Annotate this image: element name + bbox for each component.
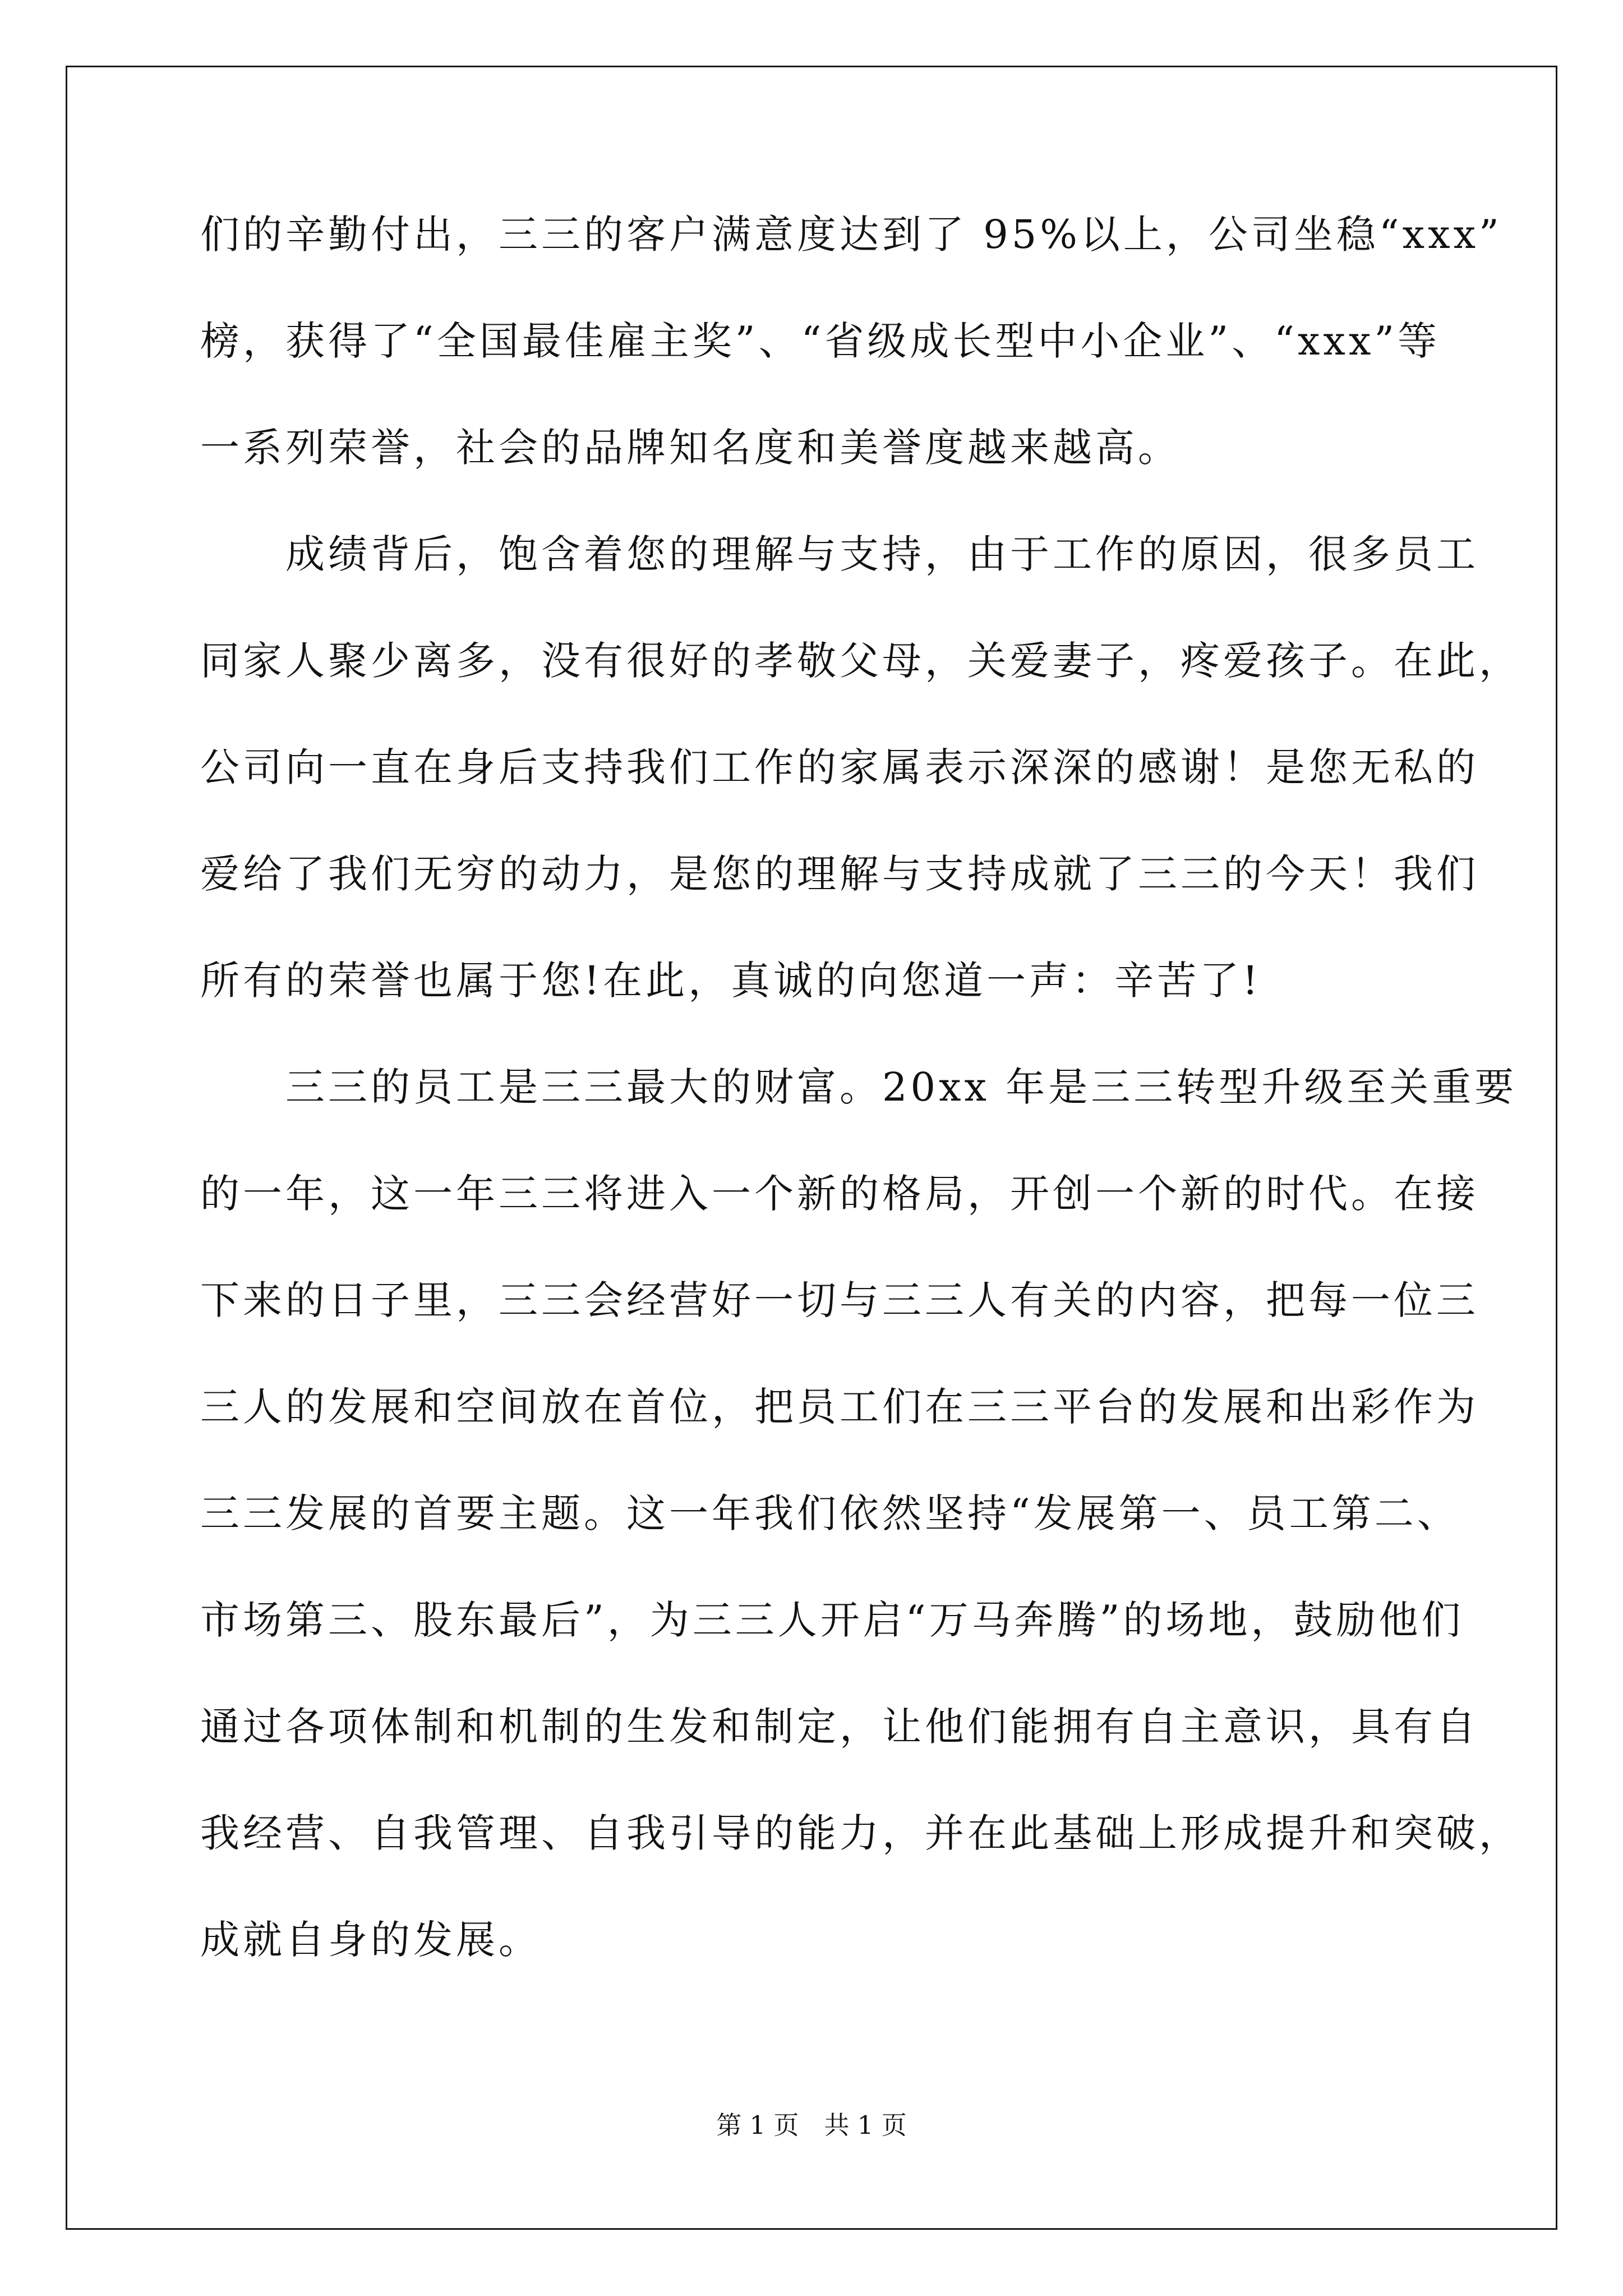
text-line: 所有的荣誉也属于您!在此，真诚的向您道一声：辛苦了! — [200, 958, 1262, 1004]
text-line: 的一年，这一年三三将进入一个新的格局，开创一个新的时代。在接 — [200, 1171, 1479, 1217]
text-line: 通过各项体制和机制的生发和制定，让他们能拥有自主意识，具有自 — [200, 1704, 1479, 1750]
text-line: 成绩背后，饱含着您的理解与支持，由于工作的原因，很多员工 — [200, 531, 1479, 577]
text-line: 我经营、自我管理、自我引导的能力，并在此基础上形成提升和突破， — [200, 1810, 1521, 1856]
page-footer: 第 1 页 共 1 页 — [716, 2110, 907, 2140]
text-line: 一系列荣誉，社会的品牌知名度和美誉度越来越高。 — [200, 425, 1181, 471]
text-line: 榜，获得了“全国最佳雇主奖”、“省级成长型中小企业”、“xxx”等 — [200, 318, 1441, 364]
text-line: 三三发展的首要主题。这一年我们依然坚持“发展第一、员工第二、 — [200, 1490, 1460, 1536]
text-line: 三三的员工是三三最大的财富。20xx 年是三三转型升级至关重要 — [200, 1064, 1518, 1110]
text-line: 爱给了我们无穷的动力，是您的理解与支持成就了三三的今天！我们 — [200, 851, 1479, 897]
text-line: 成就自身的发展。 — [200, 1917, 541, 1963]
text-line: 们的辛勤付出，三三的客户满意度达到了 95%以上，公司坐稳“xxx” — [200, 211, 1502, 257]
text-line: 下来的日子里，三三会经营好一切与三三人有关的内容，把每一位三 — [200, 1277, 1479, 1323]
text-line: 市场第三、股东最后”，为三三人开启“万马奔腾”的场地，鼓励他们 — [200, 1597, 1464, 1643]
text-line: 同家人聚少离多，没有很好的孝敬父母，关爱妻子，疼爱孩子。在此， — [200, 638, 1521, 684]
text-line: 三人的发展和空间放在首位，把员工们在三三平台的发展和出彩作为 — [200, 1384, 1479, 1430]
text-line: 公司向一直在身后支持我们工作的家属表示深深的感谢！是您无私的 — [200, 744, 1479, 790]
document-body — [200, 211, 1521, 2024]
